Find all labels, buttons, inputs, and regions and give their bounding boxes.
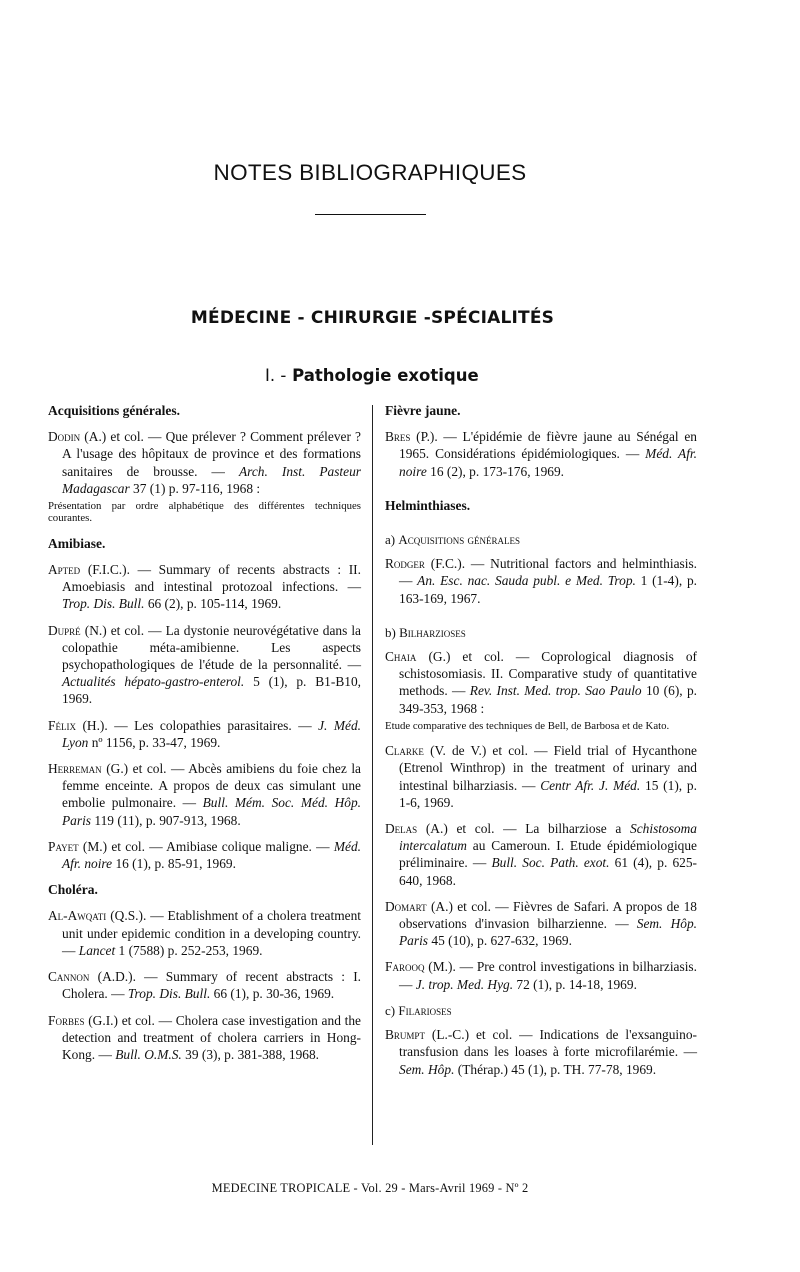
journal-title: Bull. O.M.S. <box>115 1046 182 1062</box>
author: Farooq <box>385 959 425 975</box>
citation-ref: 16 (2), p. 173-176, 1969. <box>426 463 565 479</box>
citation-text: (V. de V.) et col. — Field trial of Hycanthone (Etrenol Winthrop) in the treatment of urinary and intestinal bilharziasis. — <box>399 743 697 793</box>
author: Bres <box>385 429 411 445</box>
citation-ref: 39 (3), p. 381-388, 1968. <box>181 1046 320 1062</box>
journal-title: Arch. Inst. Pasteur Madagascar <box>62 463 361 496</box>
entry-clarke <box>385 742 697 811</box>
journal-title: J. Méd. Lyon <box>62 717 361 750</box>
author: Herreman <box>48 761 102 777</box>
entry-note-dodin: Présentation par ordre alphabétique des différentes techniques courantes. <box>48 500 361 525</box>
subheading-label: Bilharzioses <box>399 624 466 640</box>
entry-domart <box>385 898 697 950</box>
citation-ref: 5 (1), p. B1-B10, 1969. <box>62 674 361 707</box>
citation-text: (H.). — Les colopathies parasitaires. — <box>75 717 319 733</box>
citation-ref: nº 1156, p. 33-47, 1969. <box>88 734 221 750</box>
author: Payet <box>48 838 79 854</box>
heading-acquisitions: Acquisitions générales. <box>48 403 181 418</box>
subheading-label: Acquisitions générales <box>398 532 520 548</box>
citation-ref: 10 (6), p. 349-353, 1968 : <box>399 683 697 716</box>
entry-farooq <box>385 958 697 992</box>
right-column <box>385 402 697 1087</box>
entry-bres <box>385 428 697 480</box>
author: Cannon <box>48 969 90 985</box>
journal-title: Bull. Mém. Soc. Méd. Hôp. Paris <box>62 795 361 828</box>
author: Rodger <box>385 556 425 572</box>
entry-herreman <box>48 760 361 829</box>
heading-cholera: Choléra. <box>48 882 98 898</box>
citation-ref: 16 (1), p. 85-91, 1969. <box>112 856 236 872</box>
entry-cannon <box>48 968 361 1002</box>
journal-title: An. Esc. nac. Sauda publ. e Med. Trop. <box>417 573 636 589</box>
journal-title: Méd. Afr. noire <box>62 838 361 872</box>
heading-amibiase: Amibiase. <box>48 535 106 551</box>
title-rule <box>315 214 426 215</box>
citation-text: (G.) et col. — Abcès amibiens du foie chez la femme enceinte. A propos de deux cas simulant une embolie pulmonaire. — <box>62 761 361 811</box>
citation-text: (F.I.C.). — Summary of recents abstracts : II. Amoebiasis and intestinal protozoal infections. — <box>62 562 361 595</box>
journal-title: Trop. Dis. Bull. <box>62 596 145 612</box>
citation-text: (A.) et col. — La bilharziose a <box>417 821 631 837</box>
entry-delas <box>385 820 697 889</box>
entry-apted <box>48 561 361 613</box>
author: Forbes <box>48 1012 85 1028</box>
entry-dodin <box>48 428 361 497</box>
citation-ref: 66 (2), p. 105-114, 1969. <box>144 596 282 612</box>
entry-payet <box>48 838 361 872</box>
page-footer: MEDECINE TROPICALE - Vol. 29 - Mars-Avril 1969 - Nº 2 <box>211 1181 529 1195</box>
heading-helminthiases: Helminthiases. <box>385 497 471 513</box>
heading-fievre-jaune: Fièvre jaune. <box>385 403 461 418</box>
citation-ref: 72 (1), p. 14-18, 1969. <box>513 976 637 992</box>
citation-text: (L.-C.) et col. — Indications de l'exsanguino-transfusion dans les loases à forte microfilarémie. — <box>399 1027 697 1060</box>
citation-text: (A.D.). — Summary of recent abstracts : I. Cholera. — <box>62 969 361 1002</box>
citation-ref: 61 (4), p. 625-640, 1968. <box>399 855 697 888</box>
entry-brumpt <box>385 1026 697 1078</box>
section-heading: MÉDECINE - CHIRURGIE -SPÉCIALITÉS <box>190 308 555 328</box>
citation-text: (A.) et col. — Que prélever ? Comment prélever ? A l'usage des hôpitaux de province et des formations sanitaires de brousse. — <box>62 429 361 479</box>
entry-dupre <box>48 622 361 708</box>
author: Dupré <box>48 622 81 638</box>
journal-title: Bull. Soc. Path. exot. <box>491 855 610 871</box>
author: Chaia <box>385 649 417 665</box>
entry-note-chaia: Etude comparative des techniques de Bell, de Barbosa et de Kato. <box>385 719 670 732</box>
citation-text: (N.) et col. — La dystonie neurovégétative dans la colopathie méta-amibienne. Les aspects psychopathologiques de l'étude de la personnalité. — <box>62 622 361 673</box>
subheading-filarioses <box>385 1002 697 1019</box>
left-column <box>48 402 361 1072</box>
journal-title: Actualités hépato-gastro-enterol. <box>62 674 245 690</box>
journal-title: Méd. Afr. noire <box>399 446 697 479</box>
journal-title: Sem. Hôp. <box>399 1061 455 1077</box>
entry-forbes <box>48 1012 361 1064</box>
citation-ref: 66 (1), p. 30-36, 1969. <box>210 986 335 1002</box>
entry-rodger <box>385 555 697 607</box>
citation-text: (M.). — Pre control investigations in bilharziasis. — <box>399 959 697 992</box>
subheading-prefix: c) <box>385 1002 399 1018</box>
species-name: Schistosoma intercalatum <box>399 821 697 854</box>
citation-text: (Q.S.). — Etablishment of a cholera treatment unit under epidemic condition in a developing country. — <box>62 908 361 958</box>
author: Domart <box>385 898 427 914</box>
entry-al-awqati <box>48 907 361 959</box>
citation-ref: 15 (1), p. 1-6, 1969. <box>399 777 697 810</box>
author: Al-Awqati <box>48 908 107 924</box>
citation-text: (F.C.). — Nutritional factors and helminthiasis. — <box>399 556 697 589</box>
citation-ref: 1 (1-4), p. 163-169, 1967. <box>399 573 697 606</box>
citation-text: (G.) et col. — Coprological diagnosis of schistosomiasis. II. Comparative study of quantitative methods. — <box>399 649 697 699</box>
subsection-label: Pathologie exotique <box>292 366 479 385</box>
citation-text: (P.). — L'épidémie de fièvre jaune au Sénégal en 1965. Considérations épidémiologiques. — <box>399 429 697 462</box>
author: Félix <box>48 717 76 733</box>
subheading-label: Filarioses <box>398 1002 452 1018</box>
citation-ref: 1 (7588) p. 252-253, 1969. <box>115 942 263 958</box>
citation-text: (A.) et col. — Fièvres de Safari. A propos de 18 observations d'invasion bilharzienne. — <box>399 898 697 932</box>
author: Apted <box>48 562 81 578</box>
journal-title: Trop. Dis. Bull. <box>127 986 211 1002</box>
entry-felix <box>48 717 361 751</box>
citation-ref: 45 (10), p. 627-632, 1969. <box>428 933 572 949</box>
author: Brumpt <box>385 1027 425 1043</box>
entry-chaia <box>385 648 697 717</box>
journal-title: Rev. Inst. Med. trop. Sao Paulo <box>469 683 642 699</box>
subsection-heading <box>265 366 525 385</box>
author: Delas <box>385 821 418 837</box>
journal-title: Centr Afr. J. Méd. <box>540 777 641 793</box>
journal-title: J. trop. Med. Hyg. <box>415 976 514 992</box>
author: Dodin <box>48 429 81 445</box>
subheading-bilharzioses <box>385 624 697 641</box>
subsection-number: I. - <box>265 366 287 385</box>
subheading-prefix: b) <box>385 624 400 640</box>
citation-text: (M.) et col. — Amibiase colique maligne. — <box>78 838 334 854</box>
citation-ref: 37 (1) p. 97-116, 1968 : <box>129 480 261 496</box>
subheading-prefix: a) <box>385 532 399 548</box>
citation-text-2: au Cameroun. I. Etude épidémiologique préliminaire. — <box>399 838 697 871</box>
citation-ref: (Thérap.) 45 (1), p. TH. 77-78, 1969. <box>454 1061 657 1077</box>
author: Clarke <box>385 743 424 759</box>
citation-ref: 119 (11), p. 907-913, 1968. <box>91 812 241 828</box>
citation-text: (G.I.) et col. — Cholera case investigation and the detection and treatment of cholera carriers in Hong-Kong. — <box>62 1012 361 1062</box>
subheading-acquisitions <box>385 531 697 548</box>
page-title: NOTES BIBLIOGRAPHIQUES <box>213 160 527 185</box>
column-divider <box>372 405 373 1145</box>
journal-title: Sem. Hôp. Paris <box>399 916 697 949</box>
journal-title: Lancet <box>78 942 116 958</box>
